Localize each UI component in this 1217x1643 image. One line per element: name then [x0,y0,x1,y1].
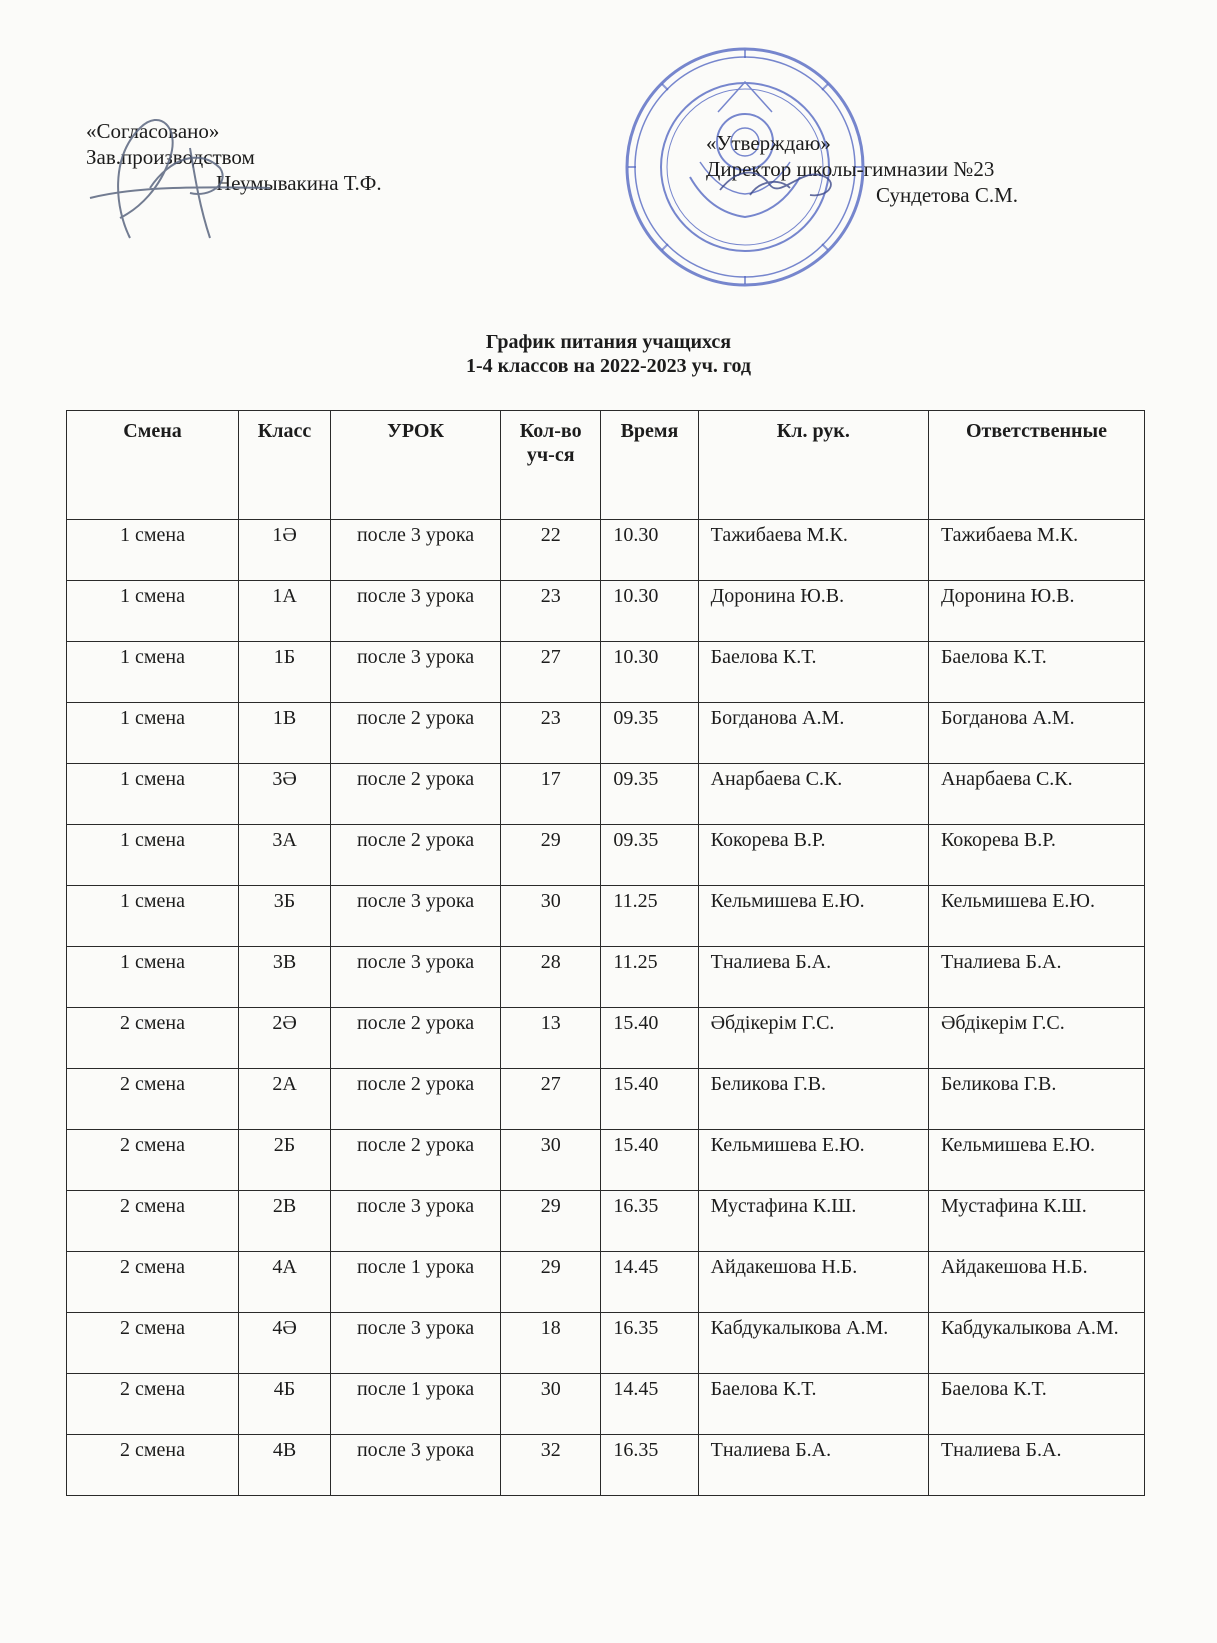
cell-time: 14.45 [601,1374,698,1435]
header-count: Кол-во уч-ся [501,411,601,520]
cell-class: 1В [238,703,330,764]
cell-responsible: Богданова А.М. [928,703,1144,764]
cell-responsible: Баелова К.Т. [928,1374,1144,1435]
cell-count: 22 [501,520,601,581]
table-row [67,642,1145,703]
cell-count: 18 [501,1313,601,1374]
cell-responsible: Тажибаева М.К. [928,520,1144,581]
cell-teacher: Богданова А.М. [698,703,928,764]
cell-teacher: Кельмишева Е.Ю. [698,886,928,947]
cell-lesson: после 2 урока [331,1008,501,1069]
cell-lesson: после 3 урока [331,947,501,1008]
cell-time: 09.35 [601,825,698,886]
cell-teacher: Тажибаева М.К. [698,520,928,581]
cell-time: 15.40 [601,1008,698,1069]
left-signature [70,88,280,258]
cell-time: 09.35 [601,703,698,764]
cell-class: 3А [238,825,330,886]
cell-shift: 2 смена [67,1008,239,1069]
cell-class: 1А [238,581,330,642]
table-row [67,1008,1145,1069]
cell-count: 30 [501,1130,601,1191]
cell-lesson: после 2 урока [331,825,501,886]
cell-count: 13 [501,1008,601,1069]
document-heading [0,330,1217,378]
heading-line-1: График питания учащихся [485,331,732,353]
cell-responsible: Әбдікерім Г.С. [928,1008,1144,1069]
cell-responsible: Беликова Г.В. [928,1069,1144,1130]
cell-responsible: Кабдукалыкова А.М. [928,1313,1144,1374]
cell-teacher: Тналиева Б.А. [698,1435,928,1496]
cell-class: 4А [238,1252,330,1313]
cell-count: 29 [501,1191,601,1252]
cell-count: 23 [501,703,601,764]
header-class: Класс [238,411,330,520]
cell-time: 09.35 [601,764,698,825]
cell-teacher: Тналиева Б.А. [698,947,928,1008]
cell-time: 14.45 [601,1252,698,1313]
cell-class: 4В [238,1435,330,1496]
approval-left-position: Зав.производством [86,145,255,169]
table-header-row [67,411,1145,520]
cell-time: 16.35 [601,1313,698,1374]
cell-teacher: Кокорева В.Р. [698,825,928,886]
table-row [67,1313,1145,1374]
cell-shift: 2 смена [67,1313,239,1374]
cell-teacher: Әбдікерім Г.С. [698,1008,928,1069]
cell-lesson: после 3 урока [331,1313,501,1374]
table-row [67,1435,1145,1496]
cell-class: 2Ә [238,1008,330,1069]
table-row [67,703,1145,764]
cell-responsible: Айдакешова Н.Б. [928,1252,1144,1313]
cell-count: 29 [501,825,601,886]
cell-teacher: Доронина Ю.В. [698,581,928,642]
cell-time: 16.35 [601,1435,698,1496]
cell-shift: 1 смена [67,703,239,764]
cell-shift: 1 смена [67,581,239,642]
cell-count: 23 [501,581,601,642]
cell-lesson: после 2 урока [331,703,501,764]
cell-teacher: Кабдукалыкова А.М. [698,1313,928,1374]
cell-teacher: Айдакешова Н.Б. [698,1252,928,1313]
header-shift: Смена [67,411,239,520]
cell-count: 30 [501,1374,601,1435]
cell-responsible: Доронина Ю.В. [928,581,1144,642]
cell-class: 4Б [238,1374,330,1435]
cell-responsible: Баелова К.Т. [928,642,1144,703]
cell-time: 10.30 [601,520,698,581]
schedule-table [66,410,1145,1496]
table-row [67,1069,1145,1130]
cell-teacher: Баелова К.Т. [698,1374,928,1435]
cell-responsible: Кельмишева Е.Ю. [928,1130,1144,1191]
cell-responsible: Анарбаева С.К. [928,764,1144,825]
cell-teacher: Баелова К.Т. [698,642,928,703]
header-teacher: Кл. рук. [698,411,928,520]
cell-shift: 1 смена [67,886,239,947]
cell-time: 10.30 [601,642,698,703]
cell-shift: 1 смена [67,947,239,1008]
cell-shift: 2 смена [67,1435,239,1496]
cell-class: 2Б [238,1130,330,1191]
table-row [67,1252,1145,1313]
approval-right-name: Сундетова С.М. [876,183,1019,207]
cell-time: 15.40 [601,1069,698,1130]
table-row [67,947,1145,1008]
cell-shift: 1 смена [67,642,239,703]
approval-right-title: «Утверждаю» [706,131,831,155]
cell-count: 32 [501,1435,601,1496]
cell-shift: 2 смена [67,1252,239,1313]
approval-left-title: «Согласовано» [86,119,220,143]
heading-line-2: 1-4 классов на 2022-2023 уч. год [465,355,752,377]
cell-shift: 1 смена [67,825,239,886]
cell-shift: 2 смена [67,1069,239,1130]
cell-responsible: Тналиева Б.А. [928,947,1144,1008]
approval-left-name: Неумывакина Т.Ф. [216,171,382,195]
cell-teacher: Анарбаева С.К. [698,764,928,825]
cell-lesson: после 2 урока [331,1069,501,1130]
cell-shift: 2 смена [67,1374,239,1435]
cell-shift: 1 смена [67,764,239,825]
cell-time: 11.25 [601,947,698,1008]
table-row [67,825,1145,886]
table-row [67,520,1145,581]
cell-responsible: Тналиева Б.А. [928,1435,1144,1496]
cell-class: 3В [238,947,330,1008]
cell-shift: 1 смена [67,520,239,581]
table-row [67,1191,1145,1252]
right-signature [690,150,890,210]
cell-lesson: после 3 урока [331,1435,501,1496]
table-row [67,1374,1145,1435]
cell-lesson: после 3 урока [331,642,501,703]
cell-teacher: Кельмишева Е.Ю. [698,1130,928,1191]
cell-count: 29 [501,1252,601,1313]
cell-count: 27 [501,642,601,703]
cell-responsible: Кельмишева Е.Ю. [928,886,1144,947]
header-lesson: УРОК [331,411,501,520]
cell-class: 3Ә [238,764,330,825]
cell-shift: 2 смена [67,1130,239,1191]
cell-count: 30 [501,886,601,947]
approval-right-position: Директор школы-гимназии №23 [706,157,995,181]
cell-lesson: после 2 урока [331,764,501,825]
cell-count: 17 [501,764,601,825]
cell-lesson: после 3 урока [331,1191,501,1252]
cell-class: 1Б [238,642,330,703]
cell-lesson: после 3 урока [331,886,501,947]
cell-lesson: после 1 урока [331,1252,501,1313]
cell-time: 11.25 [601,886,698,947]
table-row [67,581,1145,642]
header-time: Время [601,411,698,520]
table-row [67,764,1145,825]
cell-count: 27 [501,1069,601,1130]
schedule-table-container [66,410,1145,1496]
cell-time: 15.40 [601,1130,698,1191]
cell-time: 10.30 [601,581,698,642]
cell-class: 3Б [238,886,330,947]
cell-lesson: после 3 урока [331,520,501,581]
cell-lesson: после 1 урока [331,1374,501,1435]
cell-time: 16.35 [601,1191,698,1252]
cell-class: 2В [238,1191,330,1252]
cell-class: 1Ә [238,520,330,581]
cell-teacher: Беликова Г.В. [698,1069,928,1130]
table-row [67,1130,1145,1191]
cell-responsible: Мустафина К.Ш. [928,1191,1144,1252]
table-row [67,886,1145,947]
cell-teacher: Мустафина К.Ш. [698,1191,928,1252]
cell-class: 2А [238,1069,330,1130]
cell-responsible: Кокорева В.Р. [928,825,1144,886]
cell-lesson: после 2 урока [331,1130,501,1191]
header-responsible: Ответственные [928,411,1144,520]
cell-class: 4Ә [238,1313,330,1374]
cell-shift: 2 смена [67,1191,239,1252]
cell-count: 28 [501,947,601,1008]
cell-lesson: после 3 урока [331,581,501,642]
